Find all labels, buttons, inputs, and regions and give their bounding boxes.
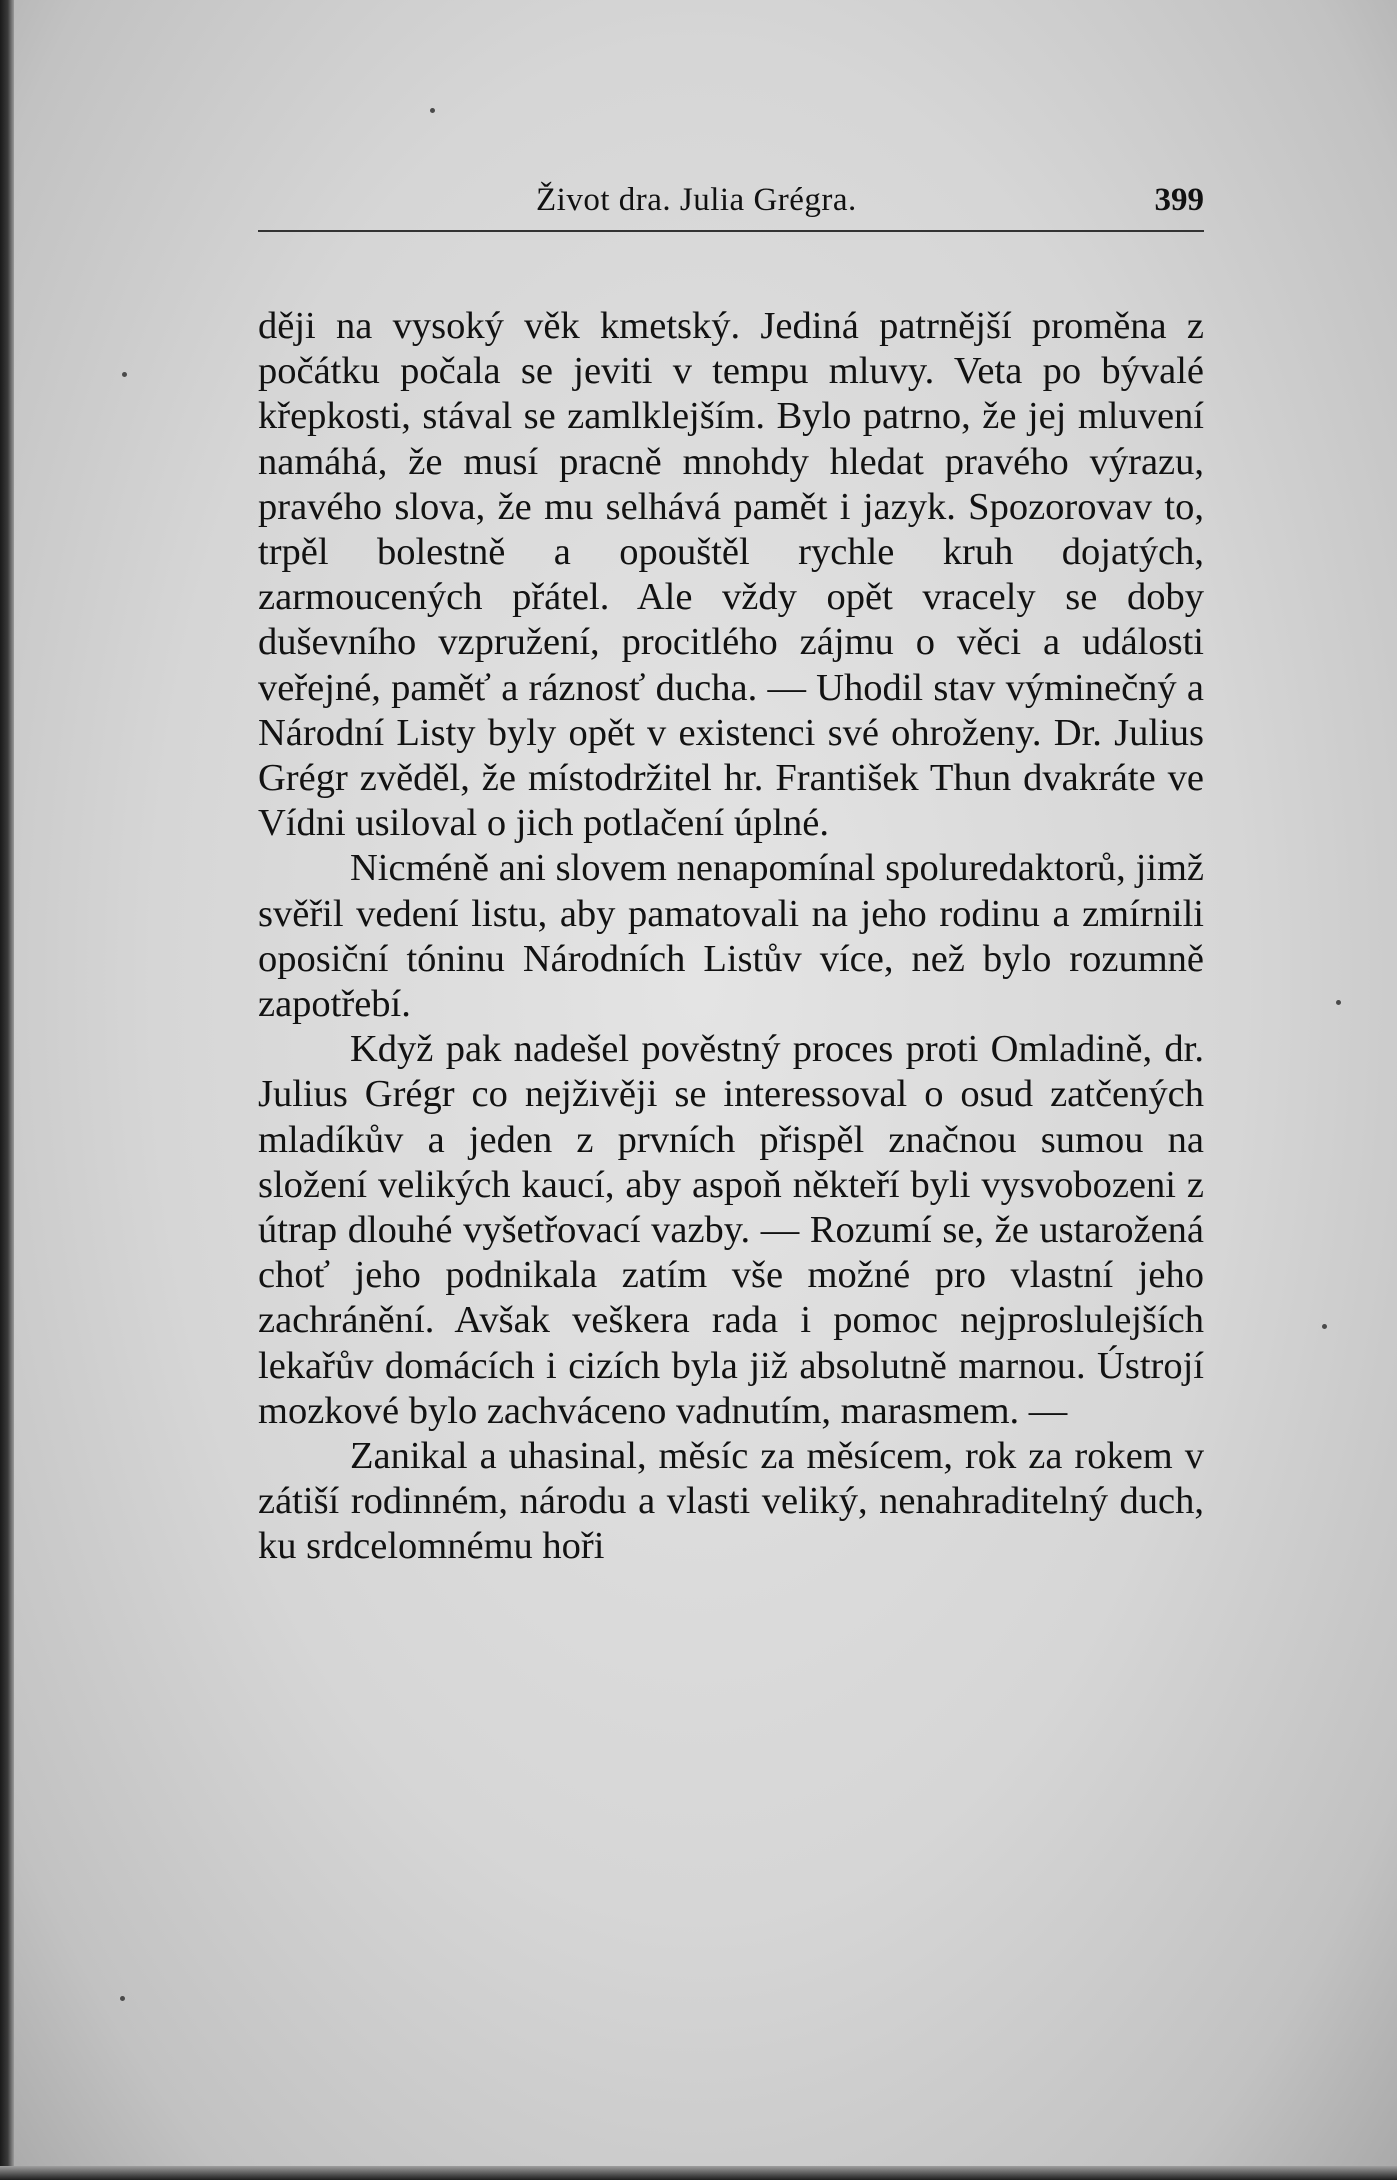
scan-left-shadow: [0, 0, 14, 2180]
scan-speck: [1322, 1324, 1327, 1329]
book-page: [258, 178, 1204, 1570]
paragraph: Když pak nadešel pověstný proces proti Omladině, dr. Julius Grégr co nejživěji se interessoval o osud zatčených mladíkův a jeden z prvních přispěl značnou sumou na složení velikých kaucí, aby aspoň někteří byli vysvobozeni z útrap dlouhé vyšetřovací vazby. — Rozumí se, že ustarožená choť jeho podnikala zatím vše možné pro vlastní jeho zachránění. Avšak veškera rada i pomoc nejproslulejších lekařův domácích i cizích byla již absolutně marnou. Ústrojí mozkové bylo zachváceno vadnutím, marasmem. —: [258, 1028, 1204, 1432]
scan-speck: [122, 372, 127, 377]
scan-speck: [430, 108, 435, 113]
paragraph: Zanikal a uhasinal, měsíc za měsícem, rok za rokem v zátiší rodinném, národu a vlasti veliký, nenahraditelný duch, ku srdcelomnému hoři: [258, 1435, 1204, 1568]
body-text: [258, 304, 1204, 1570]
page-number: 399: [1154, 182, 1204, 218]
running-head: [258, 178, 1204, 230]
scan-speck: [120, 1996, 125, 2001]
scan-speck: [1336, 1000, 1341, 1005]
scan-bottom-shadow: [0, 2166, 1397, 2180]
paragraph: Nicméně ani slovem nenapomínal spoluredaktorů, jimž svěřil vedení listu, aby pamatovali na jeho rodinu a zmírnili oposiční tóninu Národních Listův více, než bylo rozumně zapotřebí.: [258, 847, 1204, 1026]
running-title: Život dra. Julia Grégra.: [536, 182, 857, 218]
header-rule: [258, 230, 1204, 232]
paragraph-continued: ději na vysoký věk kmetský. Jediná patrnější proměna z počátku počala se jeviti v tempu mluvy. Veta po bývalé křepkosti, stával se zamlklejším. Bylo patrno, že jej mluvení namáhá, že musí pracně mnohdy hledat pravého výrazu, pravého slova, že mu selhává pamět i jazyk. Spozorovav to, trpěl bolestně a opouštěl rychle kruh dojatých, zarmoucených přátel. Ale vždy opět vracely se doby duševního vzpružení, procitlého zájmu o věci a události veřejné, paměť a ráznosť ducha. — Uhodil stav výminečný a Národní Listy byly opět v existenci své ohroženy. Dr. Julius Grégr zvěděl, že místodržitel hr. František Thun dvakráte ve Vídni usiloval o jich potlačení úplné.: [258, 305, 1204, 845]
